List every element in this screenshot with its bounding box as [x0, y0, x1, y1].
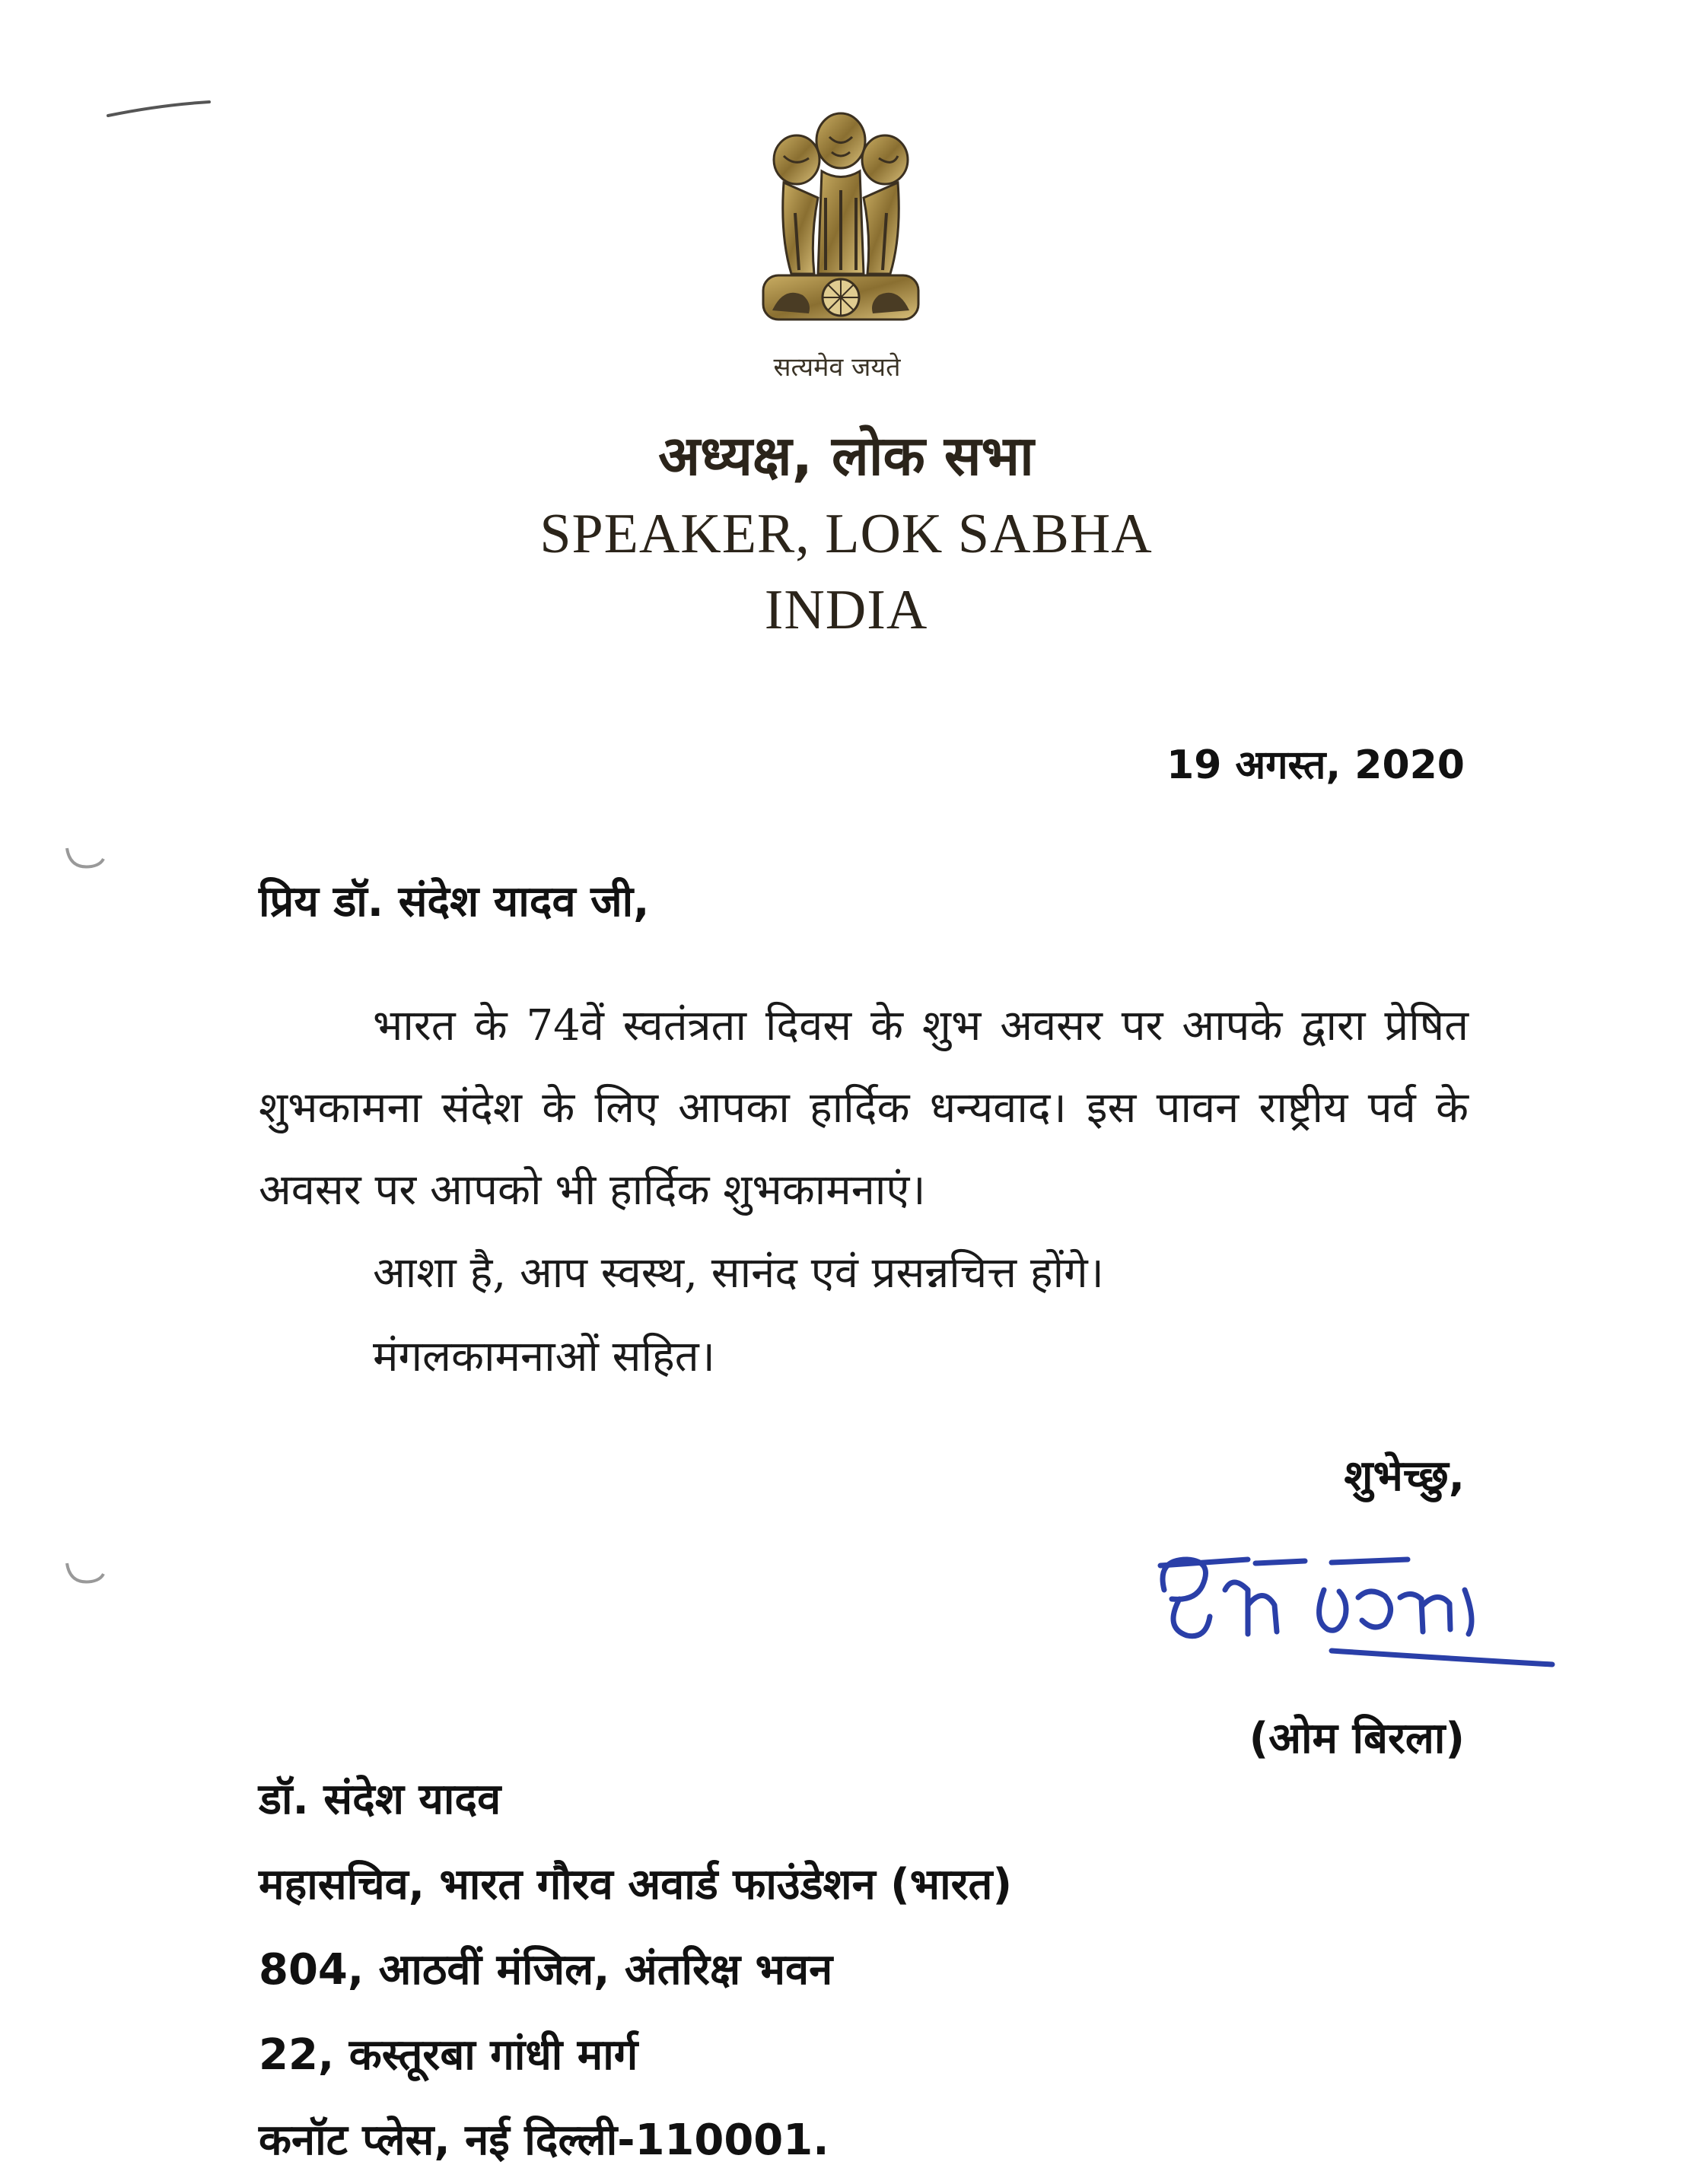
punch-hole-icon	[61, 1548, 107, 1594]
body-paragraph: भारत के 74वें स्वतंत्रता दिवस के शुभ अवसर पर आपके द्वारा प्रेषित शुभकामना संदेश के लिए आपका हार्दिक धन्यवाद। इस पावन राष्ट्रीय पर्व के अवसर पर आपको भी हार्दिक शुभकामनाएं।	[259, 1001, 1469, 1215]
letterhead-title-hindi: अध्यक्ष, लोक सभा	[658, 424, 1034, 488]
pen-mark-decoration	[107, 99, 213, 122]
address-line: 22, कस्तूरबा गांधी मार्ग	[259, 2030, 638, 2080]
body-paragraph: आशा है, आप स्वस्थ, सानंद एवं प्रसन्नचित्त होंगे।	[373, 1248, 1104, 1298]
address-line: कनॉट प्लेस, नई दिल्ली-110001.	[259, 2116, 829, 2165]
recipient-address	[259, 1757, 1012, 2183]
closing-phrase: शुभेच्छु,	[1344, 1451, 1465, 1501]
emblem-motto: सत्यमेव जयते	[773, 352, 901, 383]
salutation: प्रिय डॉ. संदेश यादव जी,	[259, 877, 650, 927]
handwritten-signature-icon	[1141, 1544, 1567, 1696]
signer-name: (ओम बिरला)	[1249, 1714, 1465, 1763]
letter-date: 19 अगस्त, 2020	[1166, 742, 1465, 788]
address-line: महासचिव, भारत गौरव अवार्ड फाउंडेशन (भारत)	[259, 1860, 1013, 1909]
address-line: 804, आठवीं मंजिल, अंतरिक्ष भवन	[259, 1945, 833, 1995]
national-emblem-icon	[749, 106, 932, 358]
letterhead-country: INDIA	[764, 579, 928, 641]
letterhead-title-english: SPEAKER, LOK SABHA	[539, 503, 1153, 565]
body-paragraph: मंगलकामनाओं सहित।	[373, 1332, 715, 1381]
punch-hole-icon	[61, 833, 107, 879]
address-line: डॉ. संदेश यादव	[259, 1775, 501, 1824]
